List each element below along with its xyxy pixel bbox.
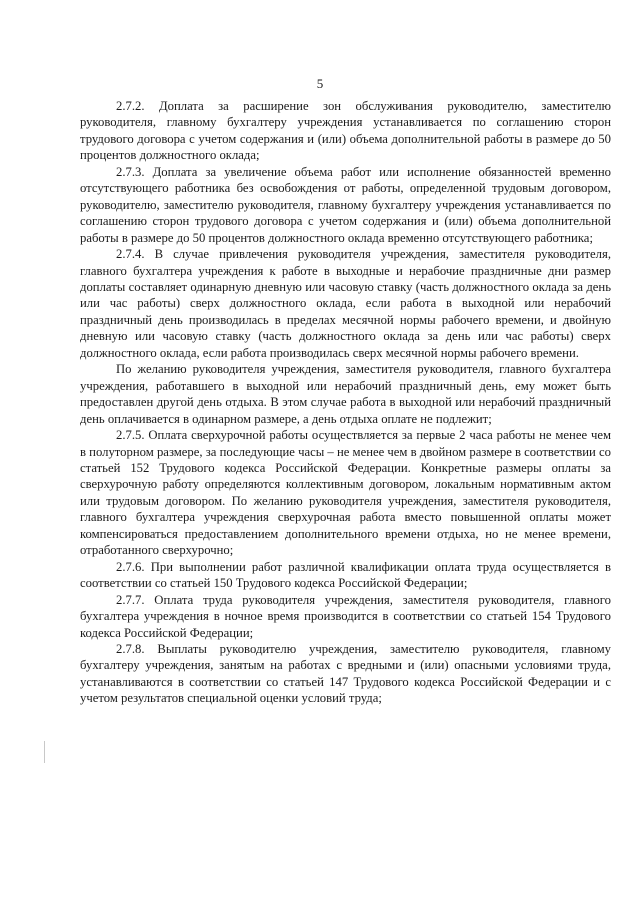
scan-margin-mark (44, 741, 45, 763)
paragraph-2-7-3: 2.7.3. Доплата за увеличение объема работ или исполнение обязанностей временно отсутствующего работника без освобождения от работы, определенной трудовым договором, руководителю, заместителю руководителя, главному бухгалтеру учреждения устанавливается по соглашению сторон трудового договора с учетом содержания и (или) объема дополнительной работы в размере до 50 процентов должностного оклада временно отсутствующего работника; (80, 164, 611, 245)
paragraph-day-off-option: По желанию руководителя учреждения, заместителя руководителя, главного бухгалтера учреждения, работавшего в выходной или нерабочий праздничный день, ему может быть предоставлен другой день отдыха. В этом случае работа в выходной или нерабочий праздничный день оплачивается в одинарном размере, а день отдыха оплате не подлежит; (80, 362, 611, 426)
paragraph-2-7-2: 2.7.2. Доплата за расширение зон обслуживания руководителю, заместителю руководителя, главному бухгалтеру учреждения устанавливается по соглашению сторон трудового договора с учетом содержания и (или) объема дополнительной работы в размере до 50 процентов должностного оклада; (80, 99, 611, 163)
paragraph-2-7-5: 2.7.5. Оплата сверхурочной работы осуществляется за первые 2 часа работы не менее чем в полуторном размере, за последующие часы – не менее чем в двойном размере в соответствии со статьей 152 Трудового кодекса Российской Федерации. Конкретные размеры оплаты за сверхурочную работу определяются коллективным договором, локальным нормативным актом или трудовым договором. По желанию руководителя учреждения, заместителя руководителя, главного бухгалтера учреждения сверхурочная работа вместо повышенной оплаты может компенсироваться предоставлением дополнительного времени отдыха, но не менее времени, отработанного сверхурочно; (80, 428, 611, 558)
paragraph-2-7-7: 2.7.7. Оплата труда руководителя учреждения, заместителя руководителя, главного бухгалтера учреждения в ночное время производится в соответствии со статьей 154 Трудового кодекса Российской Федерации; (80, 592, 611, 640)
paragraph-2-7-4: 2.7.4. В случае привлечения руководителя учреждения, заместителя руководителя, главного бухгалтера учреждения к работе в выходные и нерабочие праздничные дни размер доплаты составляет одинарную дневную или часовую ставку (часть должностного оклада за день или час работы) сверх должностного оклада, если работа в выходной или нерабочий праздничный день производилась в пределах месячной нормы рабочего времени, и двойную дневную или часовую ставку (часть должностного оклада за день или час работы) сверх должностного оклада, если работа производилась сверх месячной нормы рабочего времени. (80, 247, 611, 360)
document-body (80, 98, 611, 707)
paragraph-2-7-8: 2.7.8. Выплаты руководителю учреждения, заместителю руководителя, главному бухгалтеру учреждения, занятым на работах с вредными и (или) опасными условиями труда, устанавливаются в соответствии со статьей 147 Трудового кодекса Российской Федерации и с учетом результатов специальной оценки условий труда; (80, 641, 611, 706)
page-number: 5 (316, 76, 324, 91)
paragraph-2-7-6: 2.7.6. При выполнении работ различной квалификации оплата труда осуществляется в соответствии со статьей 150 Трудового кодекса Российской Федерации; (80, 559, 611, 591)
